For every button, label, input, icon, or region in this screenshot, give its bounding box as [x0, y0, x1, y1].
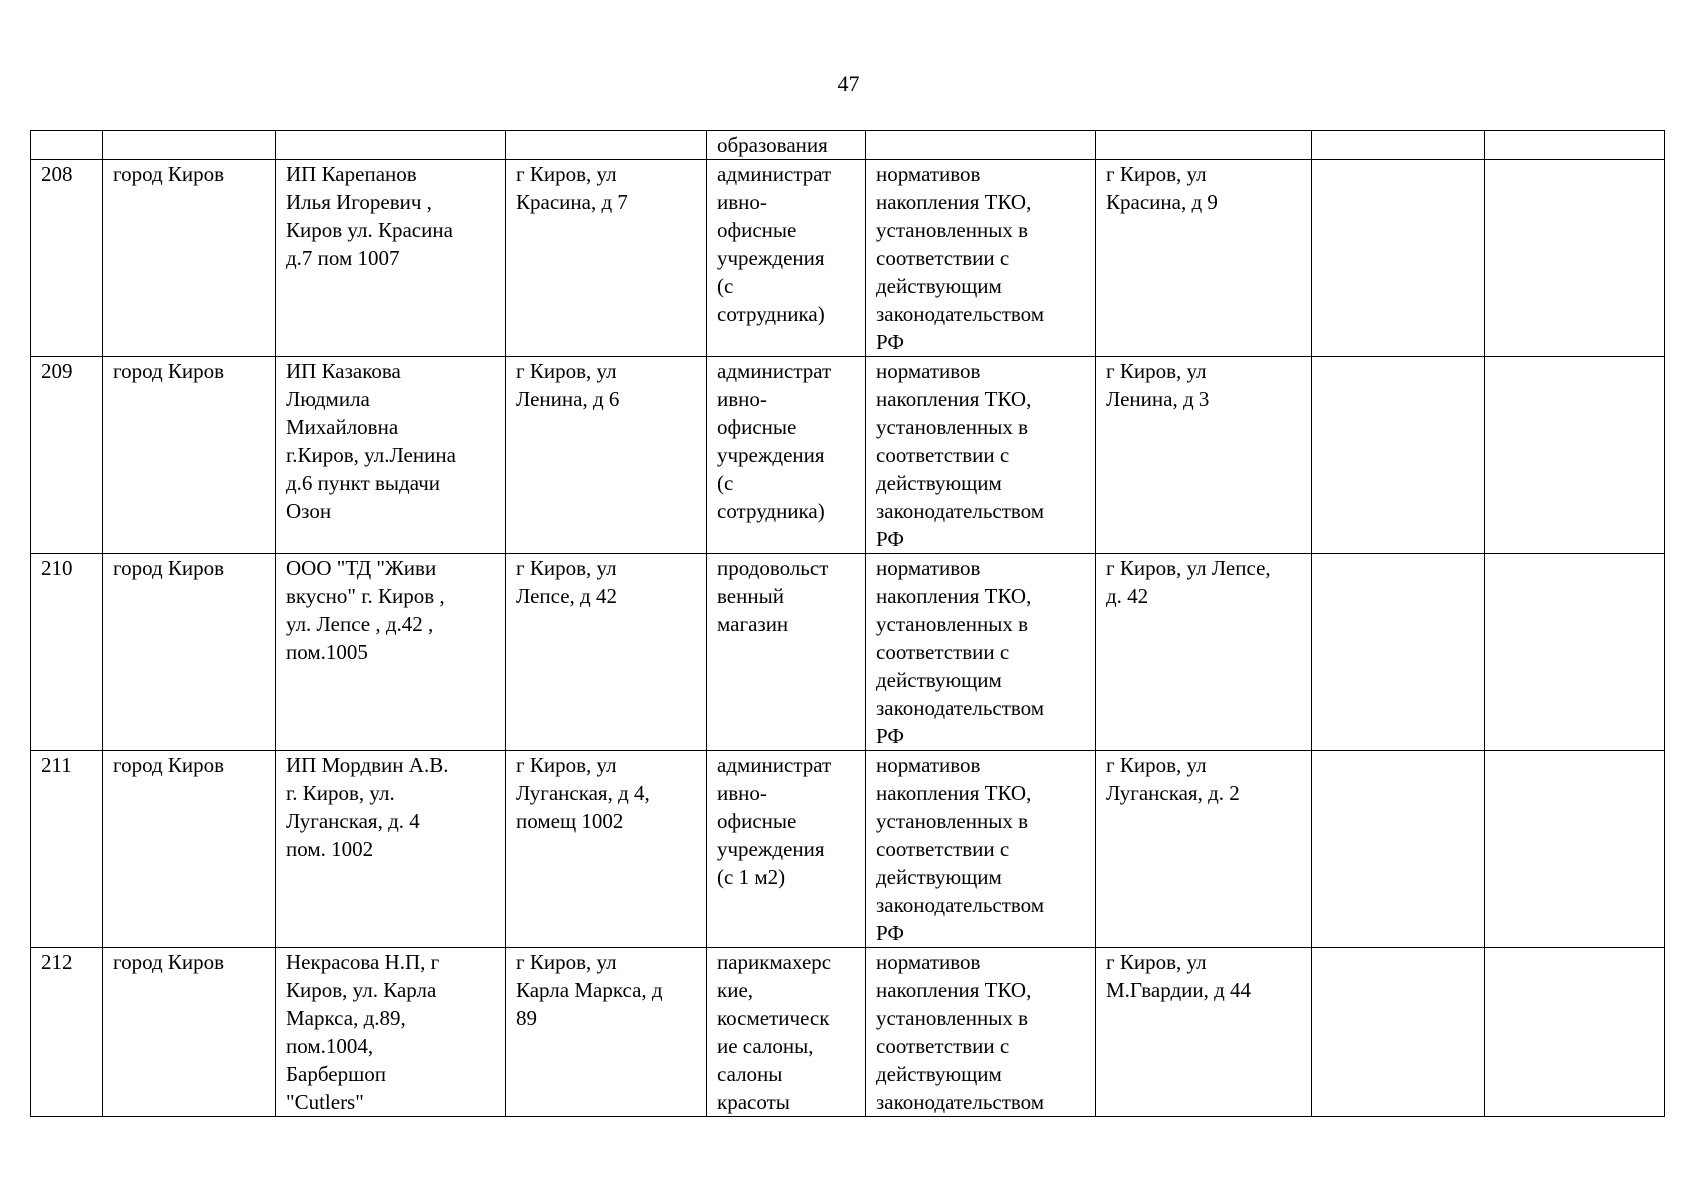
address-cell: г Киров, ул Карла Маркса, д 89 [506, 948, 707, 1117]
municipality-cell: город Киров [103, 751, 276, 948]
empty-cell [1312, 357, 1485, 554]
site-cell: г Киров, ул Красина, д 9 [1096, 160, 1312, 357]
empty-cell [1485, 948, 1665, 1117]
table-row [31, 554, 1665, 751]
row-number-cell: 210 [31, 554, 103, 751]
category-cell: администрат ивно- офисные учреждения (с 1 м2) [707, 751, 866, 948]
table-row [31, 948, 1665, 1117]
registry-body [31, 131, 1665, 1117]
row-number-cell: 209 [31, 357, 103, 554]
empty-cell [1312, 554, 1485, 751]
address-cell: г Киров, ул Луганская, д 4, помещ 1002 [506, 751, 707, 948]
empty-cell [1312, 160, 1485, 357]
table-row-continuation [31, 131, 1665, 160]
organization-cell: ИП Карепанов Илья Игоревич , Киров ул. Красина д.7 пом 1007 [276, 160, 506, 357]
row-number-cell: 211 [31, 751, 103, 948]
category-cell: парикмахерс кие, косметическ ие салоны, салоны красоты [707, 948, 866, 1117]
site-cell: г Киров, ул Ленина, д 3 [1096, 357, 1312, 554]
registry-table [30, 130, 1665, 1117]
empty-cell [1312, 948, 1485, 1117]
table-row [31, 751, 1665, 948]
row-number-cell: 212 [31, 948, 103, 1117]
category-cell: администрат ивно- офисные учреждения (с сотрудника) [707, 160, 866, 357]
municipality-cell: город Киров [103, 554, 276, 751]
site-cell: г Киров, ул Луганская, д. 2 [1096, 751, 1312, 948]
category-cell: продовольст венный магазин [707, 554, 866, 751]
table-cell [276, 131, 506, 160]
table-cell: образования [707, 131, 866, 160]
table-cell [1485, 131, 1665, 160]
empty-cell [1485, 160, 1665, 357]
norm-cell: нормативов накопления ТКО, установленных в соответствии с действующим законодательством [866, 948, 1096, 1117]
address-cell: г Киров, ул Ленина, д 6 [506, 357, 707, 554]
organization-cell: Некрасова Н.П, г Киров, ул. Карла Маркса, д.89, пом.1004, Барбершоп "Cutlers" [276, 948, 506, 1117]
site-cell: г Киров, ул М.Гвардии, д 44 [1096, 948, 1312, 1117]
table-row [31, 357, 1665, 554]
table-cell [103, 131, 276, 160]
organization-cell: ИП Казакова Людмила Михайловна г.Киров, ул.Ленина д.6 пункт выдачи Озон [276, 357, 506, 554]
municipality-cell: город Киров [103, 160, 276, 357]
table-cell [31, 131, 103, 160]
norm-cell: нормативов накопления ТКО, установленных в соответствии с действующим законодательством РФ [866, 751, 1096, 948]
address-cell: г Киров, ул Лепсе, д 42 [506, 554, 707, 751]
empty-cell [1312, 751, 1485, 948]
table-row [31, 160, 1665, 357]
category-cell: администрат ивно- офисные учреждения (с сотрудника) [707, 357, 866, 554]
site-cell: г Киров, ул Лепсе, д. 42 [1096, 554, 1312, 751]
empty-cell [1485, 357, 1665, 554]
municipality-cell: город Киров [103, 948, 276, 1117]
empty-cell [1485, 554, 1665, 751]
empty-cell [1485, 751, 1665, 948]
norm-cell: нормативов накопления ТКО, установленных в соответствии с действующим законодательством РФ [866, 357, 1096, 554]
table-cell [506, 131, 707, 160]
municipality-cell: город Киров [103, 357, 276, 554]
address-cell: г Киров, ул Красина, д 7 [506, 160, 707, 357]
organization-cell: ИП Мордвин А.В. г. Киров, ул. Луганская, д. 4 пом. 1002 [276, 751, 506, 948]
row-number-cell: 208 [31, 160, 103, 357]
norm-cell: нормативов накопления ТКО, установленных в соответствии с действующим законодательством РФ [866, 160, 1096, 357]
page-number: 47 [837, 71, 860, 96]
table-cell [1312, 131, 1485, 160]
table-cell [1096, 131, 1312, 160]
organization-cell: ООО "ТД "Живи вкусно" г. Киров , ул. Лепсе , д.42 , пом.1005 [276, 554, 506, 751]
norm-cell: нормативов накопления ТКО, установленных в соответствии с действующим законодательством РФ [866, 554, 1096, 751]
table-cell [866, 131, 1096, 160]
